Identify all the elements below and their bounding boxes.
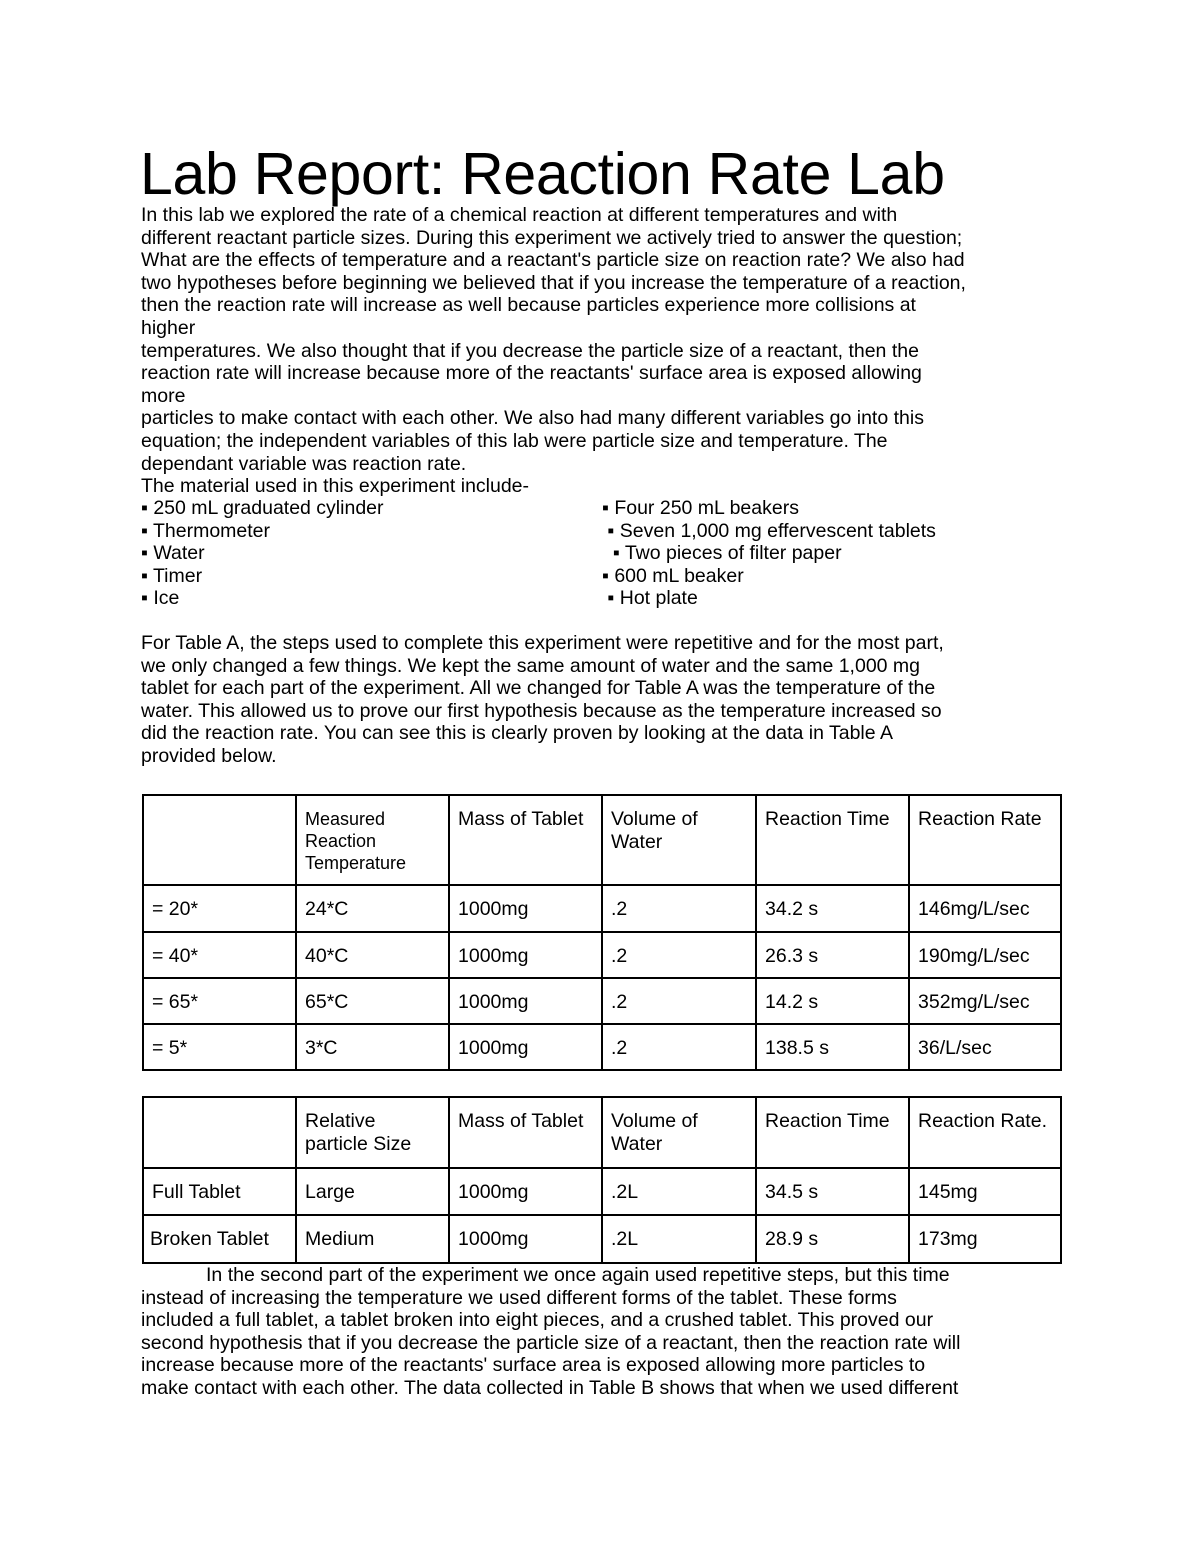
table-header-row (143, 1097, 1061, 1168)
table-cell: 3*C (296, 1024, 449, 1070)
table-cell: 190mg/L/sec (909, 932, 1061, 978)
table-cell: Large (296, 1168, 449, 1215)
table-header-cell: Reaction Time (756, 1097, 909, 1168)
table-cell: Broken Tablet (143, 1215, 296, 1263)
table-row (143, 1024, 1061, 1070)
materials-heading: The material used in this experiment include- (141, 475, 530, 497)
table-b (142, 1096, 1062, 1264)
table-cell: 26.3 s (756, 932, 909, 978)
table-header-cell: Volume of Water (602, 1097, 756, 1168)
table-header-cell: Reaction Rate. (909, 1097, 1061, 1168)
table-header-cell: Relative particle Size (296, 1097, 449, 1168)
intro-line: more (141, 384, 186, 407)
table-cell: 34.5 s (756, 1168, 909, 1215)
material-item: ▪ Seven 1,000 mg effervescent tablets (602, 519, 936, 542)
intro-line: In this lab we explored the rate of a chemical reaction at different temperatures and with (141, 204, 898, 226)
table-header-cell (143, 795, 296, 885)
paragraph-line: instead of increasing the temperature we used different forms of the tablet. These forms (141, 1286, 897, 1309)
table-cell: 36/L/sec (909, 1024, 1061, 1070)
table-header-cell: Reaction Rate (909, 795, 1061, 885)
table-row (143, 1168, 1061, 1215)
intro-paragraph (141, 204, 1061, 475)
table-cell: 145mg (909, 1168, 1061, 1215)
material-item: ▪ Four 250 mL beakers (602, 497, 799, 519)
intro-line: reaction rate will increase because more of the reactants' surface area is exposed allowing (141, 362, 922, 385)
table-row (143, 932, 1061, 978)
table-cell: .2 (602, 885, 756, 932)
table-a (142, 794, 1062, 1071)
materials-list-left (141, 497, 384, 610)
table-cell: 28.9 s (756, 1215, 909, 1263)
table-row (143, 978, 1061, 1024)
table-cell: 173mg (909, 1215, 1061, 1263)
intro-line: temperatures. We also thought that if you decrease the particle size of a reactant, then the (141, 339, 919, 362)
table-cell: 1000mg (449, 885, 602, 932)
closing-paragraph (141, 1264, 1061, 1400)
table-cell: .2 (602, 1024, 756, 1070)
table-cell: 34.2 s (756, 885, 909, 932)
paragraph-line: provided below. (141, 744, 277, 767)
paragraph-line: In the second part of the experiment we once again used repetitive steps, but this time (141, 1264, 950, 1286)
paragraph-line: For Table A, the steps used to complete this experiment were repetitive and for the most part, (141, 632, 944, 654)
paragraph-line: we only changed a few things. We kept the same amount of water and the same 1,000 mg (141, 654, 921, 677)
table-header-cell (143, 1097, 296, 1168)
table-cell: = 40* (143, 932, 296, 978)
table-cell: 14.2 s (756, 978, 909, 1024)
table-cell: = 65* (143, 978, 296, 1024)
table-cell: 40*C (296, 932, 449, 978)
table-header-cell: Mass of Tablet (449, 1097, 602, 1168)
table-cell: 1000mg (449, 932, 602, 978)
material-item: ▪ Two pieces of filter paper (602, 542, 842, 565)
table-cell: 65*C (296, 978, 449, 1024)
paragraph-line: included a full tablet, a tablet broken into eight pieces, and a crushed tablet. This proved our (141, 1309, 934, 1332)
table-cell: 138.5 s (756, 1024, 909, 1070)
table-row (143, 1215, 1061, 1263)
table-cell: 1000mg (449, 1024, 602, 1070)
material-item: ▪ Hot plate (602, 587, 698, 610)
paragraph-line: did the reaction rate. You can see this is clearly proven by looking at the data in Table A (141, 722, 893, 745)
table-cell: .2 (602, 932, 756, 978)
table-cell: = 20* (143, 885, 296, 932)
table-header-cell: Reaction Time (756, 795, 909, 885)
intro-line: What are the effects of temperature and a reactant's particle size on reaction rate? We also had (141, 249, 965, 272)
material-item: ▪ Water (141, 542, 205, 565)
material-item: ▪ 250 mL graduated cylinder (141, 497, 384, 519)
table-cell: 1000mg (449, 1168, 602, 1215)
table-cell: .2L (602, 1215, 756, 1263)
table-a-description (141, 632, 1061, 768)
materials-list-right (602, 497, 936, 610)
intro-line: equation; the independent variables of this lab were particle size and temperature. The (141, 429, 888, 452)
table-cell: .2 (602, 978, 756, 1024)
table-cell: 1000mg (449, 978, 602, 1024)
paragraph-line: second hypothesis that if you decrease the particle size of a reactant, then the reaction rate will (141, 1331, 961, 1354)
table-header-cell: Mass of Tablet (449, 795, 602, 885)
table-header-cell: Volume of Water (602, 795, 756, 885)
intro-line: then the reaction rate will increase as well because particles experience more collisions at (141, 294, 916, 317)
intro-line: higher (141, 316, 196, 339)
material-item: ▪ Ice (141, 587, 180, 610)
paragraph-line: tablet for each part of the experiment. All we changed for Table A was the temperature of the (141, 677, 936, 700)
table-header-cell: Measured Reaction Temperature (296, 795, 449, 885)
material-item: ▪ 600 mL beaker (602, 564, 744, 587)
table-cell: = 5* (143, 1024, 296, 1070)
paragraph-line: make contact with each other. The data collected in Table B shows that when we used different (141, 1376, 959, 1399)
table-row (143, 885, 1061, 932)
table-cell: Medium (296, 1215, 449, 1263)
material-item: ▪ Timer (141, 564, 203, 587)
table-cell: Full Tablet (143, 1168, 296, 1215)
intro-line: different reactant particle sizes. During this experiment we actively tried to answer the question; (141, 226, 963, 249)
intro-line: dependant variable was reaction rate. (141, 452, 467, 475)
intro-line: particles to make contact with each other. We also had many different variables go into this (141, 407, 924, 430)
paragraph-line: increase because more of the reactants' surface area is exposed allowing more particles to (141, 1354, 926, 1377)
intro-line: two hypotheses before beginning we believed that if you increase the temperature of a reaction, (141, 271, 966, 294)
table-cell: 1000mg (449, 1215, 602, 1263)
table-cell: .2L (602, 1168, 756, 1215)
page-title: Lab Report: Reaction Rate Lab (140, 141, 945, 207)
table-cell: 146mg/L/sec (909, 885, 1061, 932)
table-header-row (143, 795, 1061, 885)
material-item: ▪ Thermometer (141, 519, 271, 542)
paragraph-line: water. This allowed us to prove our first hypothesis because as the temperature increased so (141, 699, 942, 722)
table-cell: 24*C (296, 885, 449, 932)
table-cell: 352mg/L/sec (909, 978, 1061, 1024)
